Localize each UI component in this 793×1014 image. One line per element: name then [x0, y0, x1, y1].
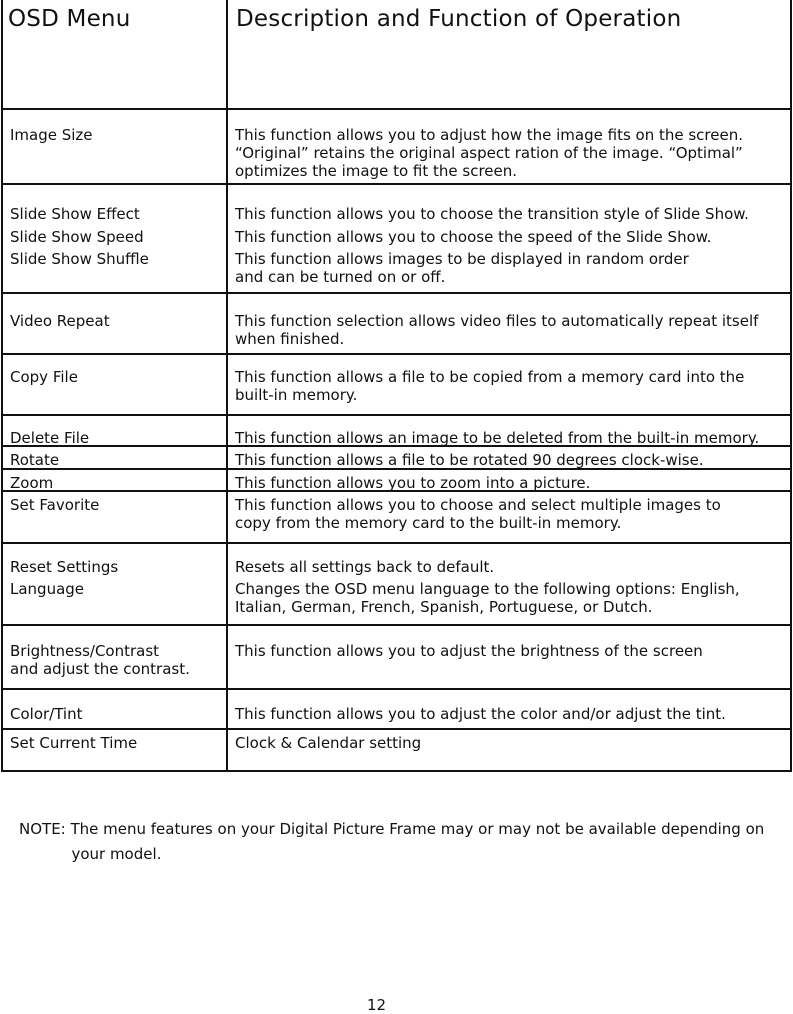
- description-language: Changes the OSD menu language to the following options: English, Italian, German, French, Spanish, Portuguese, or Dutch.: [235, 580, 740, 616]
- menu-item-zoom: Zoom: [10, 474, 54, 492]
- menu-item-slide-show-speed: Slide Show Speed: [10, 228, 144, 246]
- description-set-favorite: This function allows you to choose and select multiple images to copy from the memory card to the built-in memory.: [235, 496, 721, 532]
- row-divider: [1, 108, 792, 110]
- page-number: 12: [367, 996, 387, 1014]
- menu-item-set-favorite: Set Favorite: [10, 496, 100, 514]
- menu-item-color-tint: Color/Tint: [10, 705, 83, 723]
- menu-item-delete-file: Delete File: [10, 429, 90, 447]
- menu-item-rotate: Rotate: [10, 451, 60, 469]
- description-zoom: This function allows you to zoom into a picture.: [235, 474, 591, 492]
- row-divider: [1, 542, 792, 544]
- description-image-size: This function allows you to adjust how the image fits on the screen. “Original” retains the original aspect ration of the image. “Optimal” optimizes the image to fit the screen.: [235, 126, 744, 180]
- column-divider: [226, 0, 228, 772]
- description-color-tint: This function allows you to adjust the color and/or adjust the tint.: [235, 705, 726, 723]
- description-brightness-contrast: This function allows you to adjust the brightness of the screen: [235, 642, 703, 660]
- menu-item-brightness-contrast: Brightness/Contrast and adjust the contrast.: [10, 642, 190, 678]
- row-divider: [1, 414, 792, 416]
- menu-item-image-size: Image Size: [10, 126, 93, 144]
- description-set-current-time: Clock & Calendar setting: [235, 734, 422, 752]
- menu-item-language: Language: [10, 580, 85, 598]
- menu-item-reset-settings: Reset Settings: [10, 558, 119, 576]
- description-slide-show-speed: This function allows you to choose the speed of the Slide Show.: [235, 228, 712, 246]
- row-divider: [1, 688, 792, 690]
- description-reset-settings: Resets all settings back to default.: [235, 558, 495, 576]
- description-slide-show-shuffle: This function allows images to be displayed in random order and can be turned on or off.: [235, 250, 689, 286]
- description-delete-file: This function allows an image to be deleted from the built-in memory.: [235, 429, 760, 447]
- row-divider: [1, 353, 792, 355]
- menu-item-video-repeat: Video Repeat: [10, 312, 110, 330]
- menu-item-slide-show-effect: Slide Show Effect: [10, 205, 140, 223]
- header-description: Description and Function of Operation: [236, 6, 682, 32]
- row-divider: [1, 292, 792, 294]
- availability-note: NOTE: The menu features on your Digital Picture Frame may or may not be available depending on your model.: [19, 820, 765, 863]
- menu-item-copy-file: Copy File: [10, 368, 78, 386]
- menu-item-set-current-time: Set Current Time: [10, 734, 138, 752]
- description-copy-file: This function allows a file to be copied from a memory card into the built-in memory.: [235, 368, 745, 404]
- description-rotate: This function allows a file to be rotated 90 degrees clock-wise.: [235, 451, 704, 469]
- row-divider: [1, 183, 792, 185]
- header-osd-menu: OSD Menu: [8, 6, 131, 32]
- description-slide-show-effect: This function allows you to choose the transition style of Slide Show.: [235, 205, 749, 223]
- description-video-repeat: This function selection allows video files to automatically repeat itself when finished.: [235, 312, 759, 348]
- row-divider: [1, 728, 792, 730]
- row-divider: [1, 624, 792, 626]
- menu-item-slide-show-shuffle: Slide Show Shuffle: [10, 250, 149, 268]
